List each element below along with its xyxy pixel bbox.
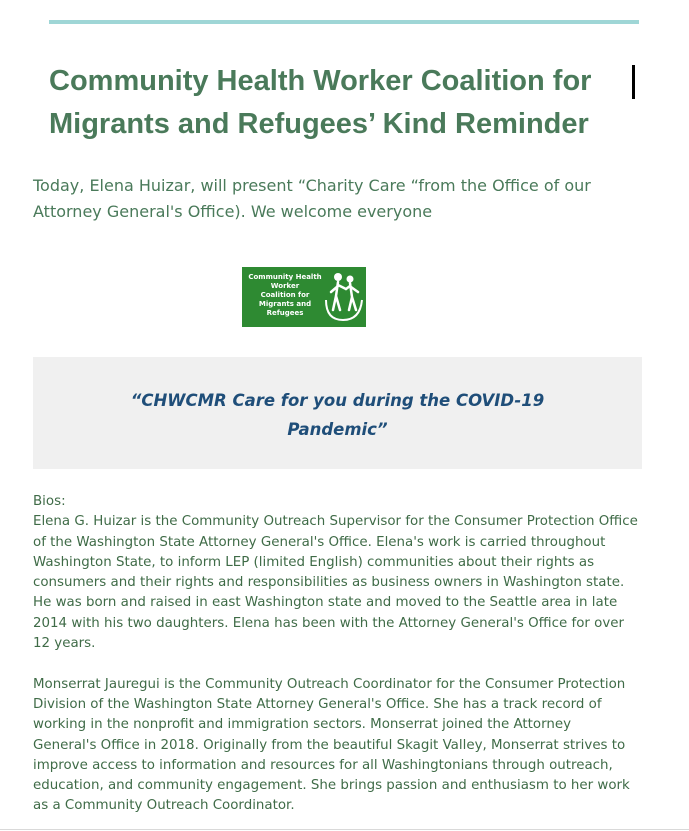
quote-text bbox=[33, 386, 642, 444]
helping-figures-icon bbox=[322, 270, 364, 324]
bio-line: Washington State, to inform LEP (limited English) communities about their rights as bbox=[33, 554, 595, 570]
page-title bbox=[49, 60, 649, 146]
bio-line: Monserrat Jauregui is the Community Outreach Coordinator for the Consumer Protection bbox=[33, 676, 626, 692]
logo-text-line: Refugees bbox=[266, 309, 304, 317]
logo-text-line: Worker bbox=[270, 282, 300, 290]
bio-line: 12 years. bbox=[33, 636, 96, 652]
intro-line: Today, Elena Huizar, will present “Charity Care “from the Office of our bbox=[33, 176, 591, 195]
bio-line: General's Office in 2018. Originally from the beautiful Skagit Valley, Monserrat strives to bbox=[33, 737, 626, 753]
bio-line: improve access to information and resources for all Washingtonians through outreach, bbox=[33, 757, 613, 773]
intro-line: Attorney General's Office). We welcome everyone bbox=[33, 202, 433, 221]
logo-text bbox=[244, 273, 326, 318]
quote-line: “CHWCMR Care for you during the COVID-19 bbox=[130, 391, 545, 410]
logo-text-line: Migrants and bbox=[258, 300, 312, 308]
bio-line: Division of the Washington State Attorney General's Office. She has a track record of bbox=[33, 696, 602, 712]
quote-callout bbox=[33, 357, 642, 469]
bio-line: education, and community engagement. She brings passion and enthusiasm to her work bbox=[33, 778, 630, 794]
bio-line: consumers and their rights and responsibilities as business owners in Washington state. bbox=[33, 575, 625, 591]
logo-text-line: Coalition for bbox=[260, 291, 310, 299]
bios-heading: Bios: bbox=[33, 494, 66, 509]
title-line: Community Health Worker Coalition for bbox=[49, 65, 592, 97]
bio-line: of the Washington State Attorney General's Office. Elena's work is carried throughout bbox=[33, 534, 606, 550]
top-accent-rule bbox=[49, 20, 639, 24]
title-line: Migrants and Refugees’ Kind Reminder bbox=[49, 108, 589, 140]
page-bottom-rule bbox=[0, 829, 689, 830]
paragraph-gap bbox=[33, 654, 663, 674]
bio-line: Elena G. Huizar is the Community Outreach Supervisor for the Consumer Protection Office bbox=[33, 514, 638, 530]
bio-line: as a Community Outreach Coordinator. bbox=[33, 798, 295, 814]
bio-line: 2014 with his two daughters. Elena has been with the Attorney General's Office for over bbox=[33, 615, 625, 631]
intro-text bbox=[33, 173, 653, 225]
text-cursor bbox=[632, 65, 635, 99]
bios-section bbox=[33, 492, 663, 817]
bio-line: working in the nonprofit and immigration sectors. Monserrat joined the Attorney bbox=[33, 717, 572, 733]
bio-line: He was born and raised in east Washington state and moved to the Seattle area in late bbox=[33, 595, 618, 611]
logo-text-line: Community Health bbox=[248, 273, 322, 281]
quote-line: Pandemic” bbox=[287, 420, 388, 439]
coalition-logo bbox=[242, 267, 366, 327]
